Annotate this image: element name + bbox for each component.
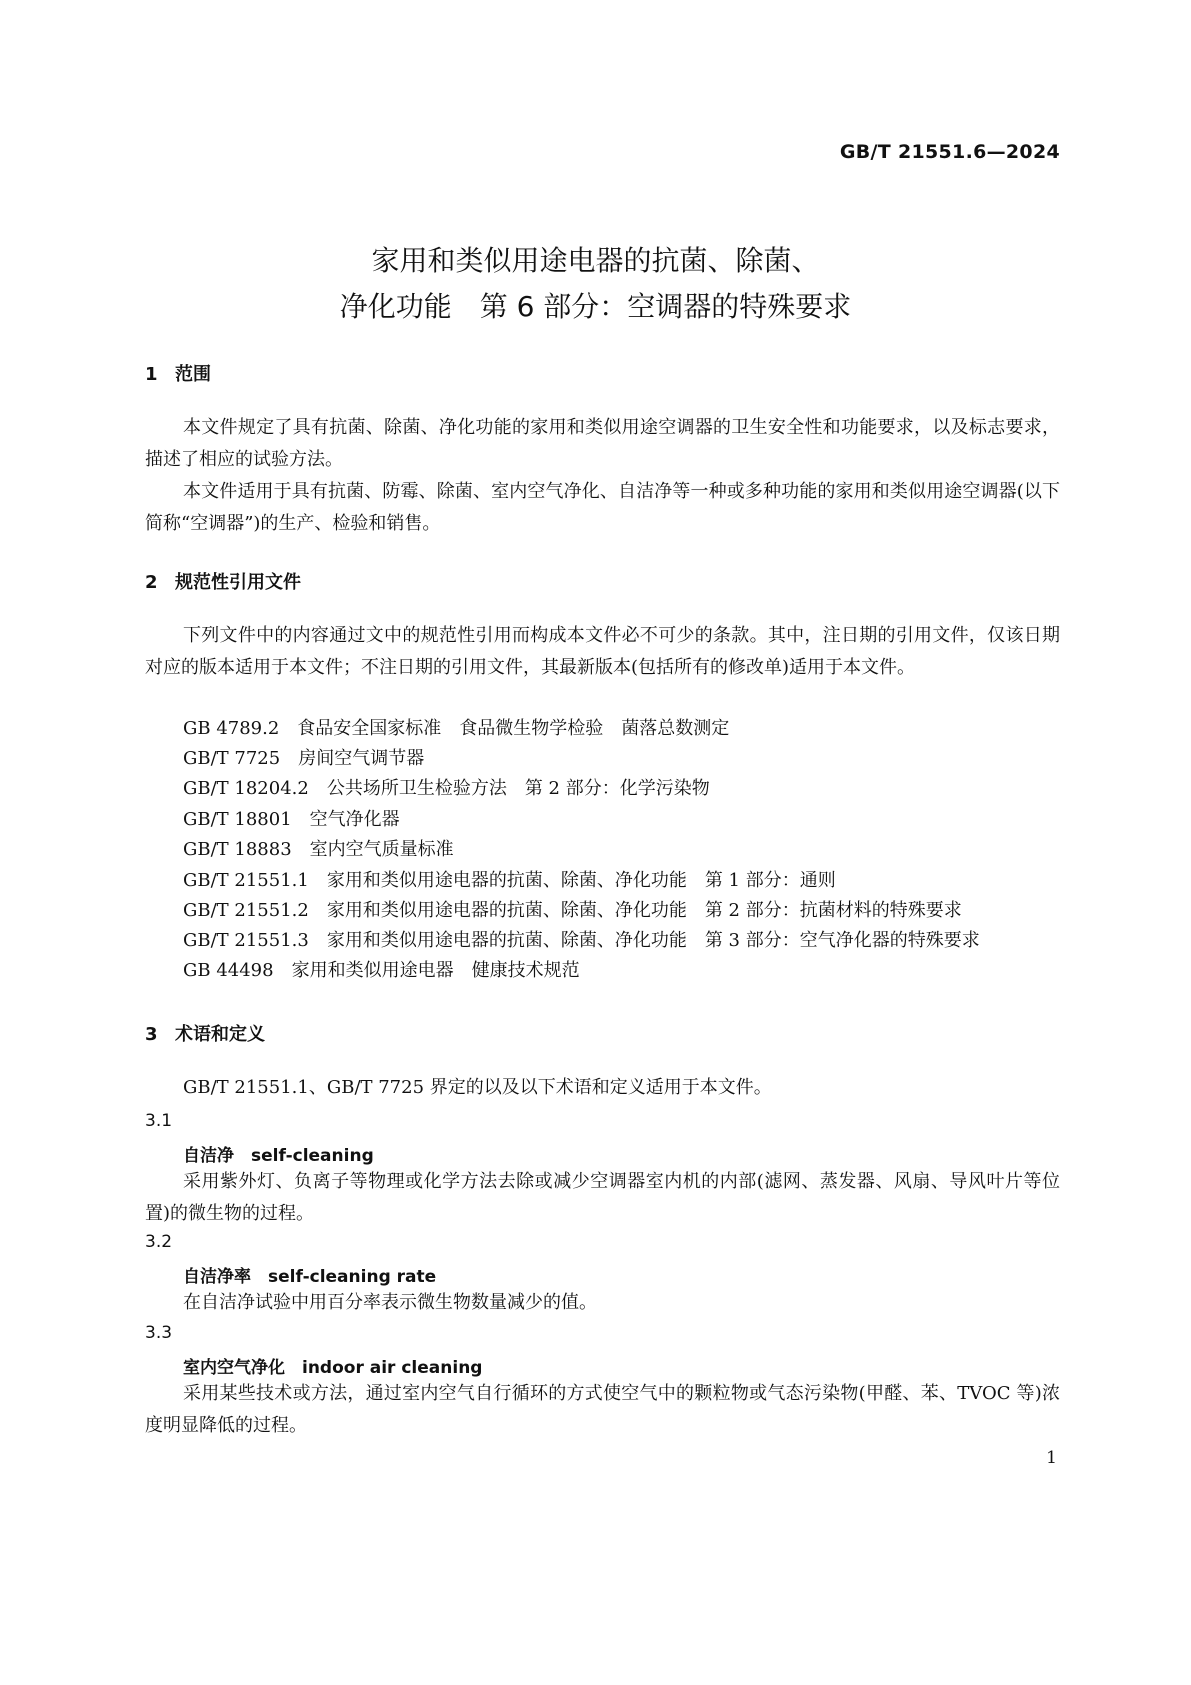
reference-item: GB/T 18204.2 公共场所卫生检验方法 第 2 部分：化学污染物 bbox=[183, 778, 710, 799]
reference-item: GB 4789.2 食品安全国家标准 食品微生物学检验 菌落总数测定 bbox=[183, 718, 730, 739]
reference-item: GB/T 7725 房间空气调节器 bbox=[183, 748, 425, 769]
document-code: GB/T 21551.6—2024 bbox=[839, 141, 1060, 163]
reference-item: GB/T 21551.2 家用和类似用途电器的抗菌、除菌、净化功能 第 2 部分：抗菌材料的特殊要求 bbox=[183, 900, 962, 921]
term-title: 自洁净率 self-cleaning rate bbox=[183, 1267, 437, 1287]
title-line-2: 净化功能 第 6 部分：空调器的特殊要求 bbox=[339, 290, 852, 323]
reference-item: GB/T 18801 空气净化器 bbox=[183, 809, 400, 830]
reference-item: GB/T 21551.1 家用和类似用途电器的抗菌、除菌、净化功能 第 1 部分：通则 bbox=[183, 870, 836, 891]
term-number: 3.3 bbox=[145, 1323, 173, 1343]
section-1-paragraph-1: 本文件规定了具有抗菌、除菌、净化功能的家用和类似用途空调器的卫生安全性和功能要求，以及标志要求，描述了相应的试验方法。 bbox=[145, 417, 1060, 470]
term-title: 室内空气净化 indoor air cleaning bbox=[183, 1358, 483, 1378]
term-title: 自洁净 self-cleaning bbox=[183, 1146, 374, 1166]
section-3-intro: GB/T 21551.1、GB/T 7725 界定的以及以下术语和定义适用于本文件。 bbox=[183, 1077, 772, 1098]
document-title bbox=[0, 238, 1191, 330]
section-2-heading: 2 规范性引用文件 bbox=[145, 572, 301, 593]
term-definition: 采用某些技术或方法，通过室内空气自行循环的方式使空气中的颗粒物或气态污染物(甲醛、苯、TVOC 等)浓度明显降低的过程。 bbox=[145, 1383, 1060, 1436]
section-1-heading: 1 范围 bbox=[145, 364, 211, 385]
reference-item: GB/T 18883 室内空气质量标准 bbox=[183, 839, 454, 860]
reference-item: GB/T 21551.3 家用和类似用途电器的抗菌、除菌、净化功能 第 3 部分：空气净化器的特殊要求 bbox=[183, 930, 980, 951]
section-2-intro: 下列文件中的内容通过文中的规范性引用而构成本文件必不可少的条款。其中，注日期的引用文件，仅该日期对应的版本适用于本文件；不注日期的引用文件，其最新版本(包括所有的修改单)适用于本文件。 bbox=[145, 625, 1060, 678]
term-definition: 采用紫外灯、负离子等物理或化学方法去除或减少空调器室内机的内部(滤网、蒸发器、风扇、导风叶片等位置)的微生物的过程。 bbox=[145, 1171, 1060, 1224]
title-line-1: 家用和类似用途电器的抗菌、除菌、 bbox=[371, 244, 820, 277]
reference-item: GB 44498 家用和类似用途电器 健康技术规范 bbox=[183, 960, 580, 981]
section-1-paragraph-2: 本文件适用于具有抗菌、防霉、除菌、室内空气净化、自洁净等一种或多种功能的家用和类似用途空调器(以下简称“空调器”)的生产、检验和销售。 bbox=[145, 481, 1060, 534]
page-number: 1 bbox=[1046, 1448, 1057, 1468]
section-3-heading: 3 术语和定义 bbox=[145, 1024, 265, 1045]
term-number: 3.2 bbox=[145, 1232, 173, 1252]
term-number: 3.1 bbox=[145, 1111, 173, 1131]
term-definition: 在自洁净试验中用百分率表示微生物数量减少的值。 bbox=[183, 1292, 597, 1313]
